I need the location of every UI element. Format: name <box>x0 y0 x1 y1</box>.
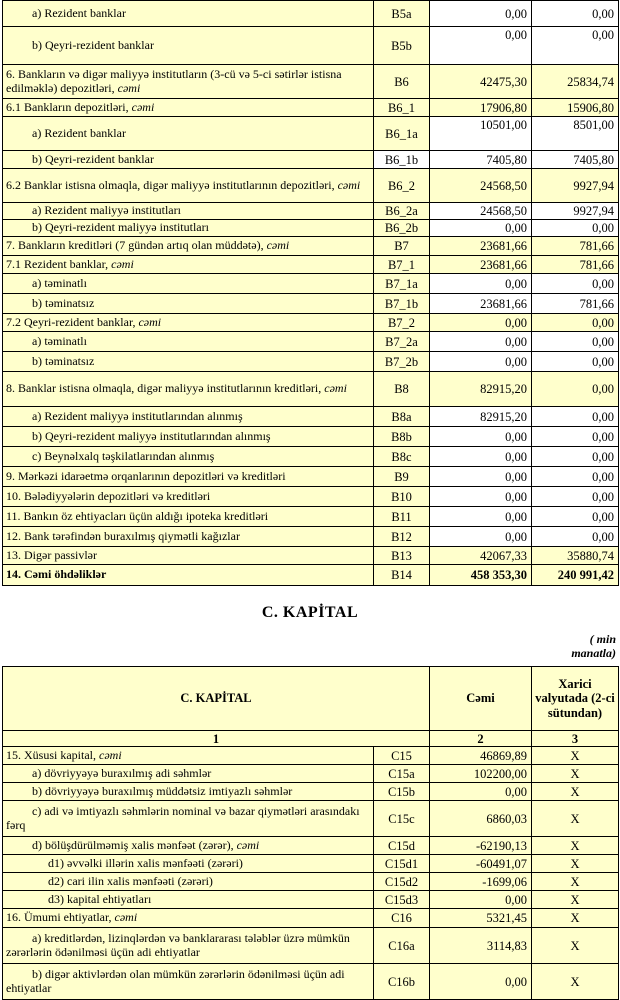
row-code: B6_2 <box>374 169 430 203</box>
unit-note-line2: manatla) <box>571 646 616 661</box>
row-value-total: 458 353,30 <box>430 565 532 586</box>
row-code: B7_1b <box>374 294 430 314</box>
row-value-foreign: 781,66 <box>532 294 619 314</box>
row-value-foreign: 0,00 <box>532 274 619 294</box>
row-foreign-currency-mark: X <box>532 891 619 909</box>
row-label: 16. Ümumi ehtiyatlar, cəmi <box>3 909 374 928</box>
table-row <box>3 964 619 1000</box>
table-row <box>3 220 619 237</box>
table-row <box>3 117 619 151</box>
row-value-total: 0,00 <box>430 332 532 352</box>
row-label: b) Qeyri-rezident maliyyə institutlarından alınmış <box>3 427 374 447</box>
row-value-total: 5321,45 <box>430 909 532 928</box>
row-value-total: 82915,20 <box>430 407 532 427</box>
row-code: B6_2b <box>374 220 430 237</box>
column-number-1: 1 <box>3 731 430 747</box>
row-value-total: 0,00 <box>430 220 532 237</box>
row-code: B7_1 <box>374 256 430 274</box>
capital-column-number-row <box>3 731 619 747</box>
row-value-foreign: 9927,94 <box>532 169 619 203</box>
row-value-foreign: 0,00 <box>532 314 619 332</box>
unit-note <box>571 632 616 661</box>
row-label: 10. Bələdiyyələrin depozitləri və kreditləri <box>3 487 374 507</box>
row-label: 8. Banklar istisna olmaqla, digər maliyyə institutlarının kreditləri, cəmi <box>3 372 374 407</box>
row-value-foreign: 0,00 <box>532 527 619 547</box>
row-foreign-currency-mark: X <box>532 928 619 964</box>
row-value-total: 0,00 <box>430 964 532 1000</box>
row-code: B14 <box>374 565 430 586</box>
row-foreign-currency-mark: X <box>532 909 619 928</box>
capital-section-title: C. KAPİTAL <box>261 604 359 621</box>
row-foreign-currency-mark: X <box>532 765 619 783</box>
row-foreign-currency-mark: X <box>532 855 619 873</box>
liabilities-table <box>2 0 619 586</box>
table-row <box>3 765 619 783</box>
row-label: 13. Digər passivlər <box>3 547 374 565</box>
row-code: B6 <box>374 65 430 99</box>
row-value-foreign: 0,00 <box>532 332 619 352</box>
row-value-foreign: 0,00 <box>532 220 619 237</box>
capital-table <box>2 666 619 1000</box>
table-row <box>3 203 619 220</box>
row-code: B13 <box>374 547 430 565</box>
row-value-foreign: 8501,00 <box>532 117 619 151</box>
row-foreign-currency-mark: X <box>532 801 619 837</box>
row-code: B11 <box>374 507 430 527</box>
row-label: a) Rezident maliyyə institutları <box>3 203 374 220</box>
table-row <box>3 256 619 274</box>
table-row <box>3 467 619 487</box>
row-code: C15b <box>374 783 430 801</box>
row-value-total: 0,00 <box>430 27 532 65</box>
row-label: 7.1 Rezident banklar, cəmi <box>3 256 374 274</box>
row-code: B8a <box>374 407 430 427</box>
row-label: b) təminatsız <box>3 352 374 372</box>
row-value-total: 0,00 <box>430 447 532 467</box>
row-value-total: -60491,07 <box>430 855 532 873</box>
row-value-total: 42475,30 <box>430 65 532 99</box>
table-row <box>3 1 619 27</box>
row-label: 7.2 Qeyri-rezident banklar, cəmi <box>3 314 374 332</box>
table-row <box>3 547 619 565</box>
table-row <box>3 372 619 407</box>
row-label: a) təminatlı <box>3 332 374 352</box>
table-row <box>3 65 619 99</box>
table-row <box>3 99 619 117</box>
row-value-total: 0,00 <box>430 783 532 801</box>
row-value-total: 24568,50 <box>430 203 532 220</box>
row-value-foreign: 0,00 <box>532 352 619 372</box>
row-value-total: 82915,20 <box>430 372 532 407</box>
row-value-foreign: 25834,74 <box>532 65 619 99</box>
row-label: b) dövriyyəyə buraxılmış müddətsiz imtiyazlı səhmlər <box>3 783 374 801</box>
row-value-total: 0,00 <box>430 527 532 547</box>
row-label: a) təminatlı <box>3 274 374 294</box>
row-value-total: 0,00 <box>430 891 532 909</box>
row-value-total: 17906,80 <box>430 99 532 117</box>
capital-header-row <box>3 667 619 731</box>
row-code: C15d3 <box>374 891 430 909</box>
row-code: C15c <box>374 801 430 837</box>
table-row <box>3 747 619 765</box>
row-label: a) dövriyyəyə buraxılmış adi səhmlər <box>3 765 374 783</box>
capital-header-foreign: Xarici valyutada (2-ci sütundan) <box>532 667 619 731</box>
row-value-foreign: 781,66 <box>532 237 619 256</box>
table-row <box>3 314 619 332</box>
row-value-foreign: 0,00 <box>532 407 619 427</box>
row-label: b) digər aktivlərdən olan mümkün zərərlərin ödənilməsi üçün adi ehtiyatlar <box>3 964 374 1000</box>
row-value-total: 24568,50 <box>430 169 532 203</box>
row-code: C15a <box>374 765 430 783</box>
row-label: d) bölüşdürülməmiş xalis mənfəət (zərər), cəmi <box>3 837 374 855</box>
capital-header-total: Cəmi <box>430 667 532 731</box>
row-label: d2) cari ilin xalis mənfəəti (zərəri) <box>3 873 374 891</box>
row-code: B6_1 <box>374 99 430 117</box>
row-code: C15d2 <box>374 873 430 891</box>
row-label: b) Qeyri-rezident banklar <box>3 27 374 65</box>
row-code: B8c <box>374 447 430 467</box>
row-label: b) Qeyri-rezident maliyyə institutları <box>3 220 374 237</box>
row-value-total: 0,00 <box>430 487 532 507</box>
row-label: 9. Mərkəzi idarəetmə orqanlarının depozitləri və kreditləri <box>3 467 374 487</box>
row-value-foreign: 9927,94 <box>532 203 619 220</box>
row-value-foreign: 15906,80 <box>532 99 619 117</box>
table-row <box>3 928 619 964</box>
row-value-total: 0,00 <box>430 1 532 27</box>
row-code: B6_1a <box>374 117 430 151</box>
row-value-foreign: 0,00 <box>532 487 619 507</box>
row-value-total: 23681,66 <box>430 294 532 314</box>
column-number-3: 3 <box>532 731 619 747</box>
row-code: B7 <box>374 237 430 256</box>
row-label: 15. Xüsusi kapital, cəmi <box>3 747 374 765</box>
row-label: c) Beynəlxalq təşkilatlarından alınmış <box>3 447 374 467</box>
row-code: B9 <box>374 467 430 487</box>
row-value-foreign: 0,00 <box>532 507 619 527</box>
row-value-foreign: 0,00 <box>532 1 619 27</box>
row-value-total: 0,00 <box>430 274 532 294</box>
row-value-total: 23681,66 <box>430 237 532 256</box>
row-value-total: 10501,00 <box>430 117 532 151</box>
row-code: C16 <box>374 909 430 928</box>
row-label: c) adi və imtiyazlı səhmlərin nominal və bazar qiymətləri arasındakı fərq <box>3 801 374 837</box>
row-label: 7. Bankların kreditləri (7 gündən artıq olan müddətə), cəmi <box>3 237 374 256</box>
row-code: B5b <box>374 27 430 65</box>
row-value-foreign: 0,00 <box>532 27 619 65</box>
row-value-total: -62190,13 <box>430 837 532 855</box>
capital-header-title: C. KAPİTAL <box>3 667 430 731</box>
row-code: B8b <box>374 427 430 447</box>
table-row <box>3 507 619 527</box>
row-label: 6.1 Bankların depozitləri, cəmi <box>3 99 374 117</box>
row-code: C16b <box>374 964 430 1000</box>
row-value-foreign: 35880,74 <box>532 547 619 565</box>
row-code: C15d <box>374 837 430 855</box>
table-row <box>3 407 619 427</box>
row-foreign-currency-mark: X <box>532 783 619 801</box>
table-row <box>3 294 619 314</box>
row-foreign-currency-mark: X <box>532 873 619 891</box>
row-code: B8 <box>374 372 430 407</box>
row-value-total: 102200,00 <box>430 765 532 783</box>
row-value-foreign: 0,00 <box>532 427 619 447</box>
row-foreign-currency-mark: X <box>532 837 619 855</box>
row-code: B7_2 <box>374 314 430 332</box>
table-row <box>3 527 619 547</box>
row-value-total: 0,00 <box>430 467 532 487</box>
row-value-foreign: 240 991,42 <box>532 565 619 586</box>
table-row <box>3 427 619 447</box>
row-code: B7_2a <box>374 332 430 352</box>
row-code: B7_1a <box>374 274 430 294</box>
row-value-foreign: 7405,80 <box>532 151 619 169</box>
table-row <box>3 909 619 928</box>
row-label: a) Rezident banklar <box>3 117 374 151</box>
row-label: 11. Bankın öz ehtiyacları üçün aldığı ipoteka kreditləri <box>3 507 374 527</box>
row-code: B12 <box>374 527 430 547</box>
row-value-foreign: 0,00 <box>532 372 619 407</box>
row-value-total: 42067,33 <box>430 547 532 565</box>
column-number-2: 2 <box>430 731 532 747</box>
row-value-total: 0,00 <box>430 507 532 527</box>
row-label: a) Rezident maliyyə institutlarından alınmış <box>3 407 374 427</box>
row-label: b) Qeyri-rezident banklar <box>3 151 374 169</box>
row-value-total: 0,00 <box>430 427 532 447</box>
row-code: C15 <box>374 747 430 765</box>
table-row <box>3 169 619 203</box>
row-value-foreign: 0,00 <box>532 447 619 467</box>
table-row <box>3 801 619 837</box>
table-row <box>3 487 619 507</box>
row-value-total: 6860,03 <box>430 801 532 837</box>
row-value-total: 3114,83 <box>430 928 532 964</box>
row-code: B10 <box>374 487 430 507</box>
row-code: B7_2b <box>374 352 430 372</box>
row-code: B5a <box>374 1 430 27</box>
row-value-total: 23681,66 <box>430 256 532 274</box>
row-value-total: -1699,06 <box>430 873 532 891</box>
row-value-total: 7405,80 <box>430 151 532 169</box>
table-row <box>3 151 619 169</box>
row-code: C16a <box>374 928 430 964</box>
row-label: 6. Bankların və digər maliyyə institutların (3-cü və 5-ci sətirlər istisna edilməklə) depozitləri, cəmi <box>3 65 374 99</box>
table-row <box>3 237 619 256</box>
row-label: b) təminatsız <box>3 294 374 314</box>
table-row <box>3 27 619 65</box>
table-row <box>3 783 619 801</box>
table-row <box>3 352 619 372</box>
row-label: a) Rezident banklar <box>3 1 374 27</box>
unit-note-line1: ( min <box>589 632 616 646</box>
table-row <box>3 332 619 352</box>
table-row <box>3 837 619 855</box>
table-row <box>3 873 619 891</box>
row-label: a) kreditlərdən, lizinqlərdən və banklararası tələblər üzrə mümkün zərərlərin ödənilməsi üçün adi ehtiyatlar <box>3 928 374 964</box>
table-row <box>3 855 619 873</box>
row-value-total: 0,00 <box>430 352 532 372</box>
row-foreign-currency-mark: X <box>532 747 619 765</box>
table-row <box>3 274 619 294</box>
row-code: C15d1 <box>374 855 430 873</box>
row-value-foreign: 0,00 <box>532 467 619 487</box>
row-foreign-currency-mark: X <box>532 964 619 1000</box>
row-code: B6_2a <box>374 203 430 220</box>
row-code: B6_1b <box>374 151 430 169</box>
row-value-foreign: 781,66 <box>532 256 619 274</box>
row-value-total: 0,00 <box>430 314 532 332</box>
table-row <box>3 447 619 467</box>
row-label: d1) əvvəlki illərin xalis mənfəəti (zərəri) <box>3 855 374 873</box>
row-label: 12. Bank tərəfindən buraxılmış qiymətli kağızlar <box>3 527 374 547</box>
table-row <box>3 891 619 909</box>
table-row <box>3 565 619 586</box>
row-label: 14. Cəmi öhdəliklər <box>3 565 374 586</box>
row-label: d3) kapital ehtiyatları <box>3 891 374 909</box>
row-value-total: 46869,89 <box>430 747 532 765</box>
row-label: 6.2 Banklar istisna olmaqla, digər maliyyə institutlarının depozitləri, cəmi <box>3 169 374 203</box>
